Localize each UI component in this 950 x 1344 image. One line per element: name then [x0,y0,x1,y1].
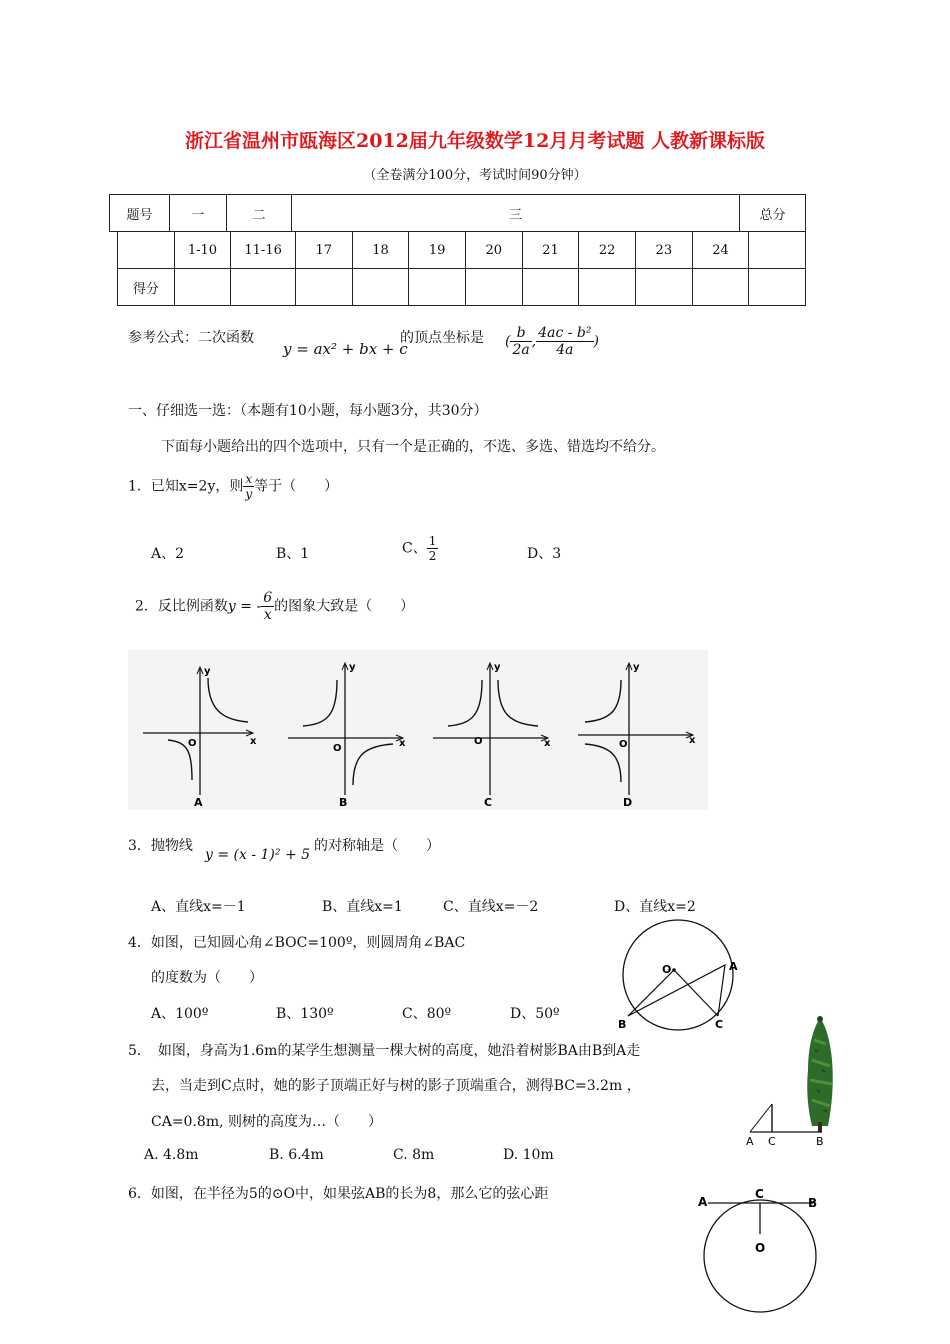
question-2-fraction [261,590,274,623]
table-cell [118,232,175,269]
graph-label: D [623,796,633,809]
score-table-row-scores [118,269,806,306]
point-label: A [746,1135,754,1148]
question-6-line1: 6．如图，在半径为5的⊙O中，如果弦AB的长为8，那么它的弦心距 [128,1186,549,1202]
question-5-line1: 5． 如图，身高为1.6m的某学生想测量一棵大树的高度，她沿着树影BA由B到A走 [128,1043,641,1059]
question-1-stem: 1．已知x=2y，则 [128,478,244,495]
question-3-stem-end: 的对称轴是（ ） [314,838,440,854]
graphs-background [128,650,708,810]
formula-function: y = ax² + bx + c [283,340,408,358]
table-cell: 11-16 [231,232,296,269]
q5-option-b: B. 6.4m [269,1147,324,1163]
vertex-y-denominator: 4a [556,342,574,358]
table-cell [692,269,749,306]
origin-label: O [188,738,197,749]
question-3-stem: 3．抛物线 [128,838,193,854]
question-4-line2: 的度数为（ ） [151,970,263,986]
q4-option-d: D、50º [510,1006,560,1022]
formula-mid: 的顶点坐标是 [400,330,484,346]
axis-y-label: y [633,662,640,673]
graph-label: C [484,796,493,809]
tree-icon [807,1016,833,1132]
q4-option-a: A、100º [151,1006,209,1022]
point-label: B [816,1135,824,1148]
score-table-row-numbers [118,232,806,269]
table-cell: 17 [295,232,352,269]
table-cell [295,269,352,306]
fraction-denominator: 2 [428,549,437,563]
fraction-numerator: 6 [263,590,273,606]
axis-x-label: x [399,738,406,749]
table-cell [749,269,806,306]
q5-option-a: A. 4.8m [144,1147,199,1163]
graph-label: A [194,796,203,809]
question-1-fraction [243,472,254,501]
sight-line [750,1104,772,1132]
table-cell: 1-10 [174,232,231,269]
vertex-x-numerator: b [510,325,531,342]
question-3-function: y = (x - 1)² + 5 [205,847,311,863]
origin-label: O [619,739,628,750]
point-label: C [715,1018,724,1031]
q1-option-b: B、1 [276,546,310,562]
table-cell: 23 [635,232,692,269]
table-cell: 22 [579,232,636,269]
axis-y-label: y [204,666,211,677]
page-title: 浙江省温州市瓯海区2012届九年级数学12月月考试题 人教新课标版 [185,130,765,152]
q1-option-c [402,534,438,563]
axis-y-label: y [494,662,501,673]
table-cell: 24 [692,232,749,269]
table-cell [352,269,409,306]
table-cell [579,269,636,306]
point-label: B [808,1196,818,1210]
table-cell [231,269,296,306]
point-label: C [768,1135,776,1148]
q3-option-a: A、直线x=－1 [151,899,246,915]
score-table [109,194,806,232]
table-cell [522,269,579,306]
reference-formula [128,327,254,347]
question-2 [135,590,414,623]
score-table-body [117,231,806,306]
q3-option-d: D、直线x=2 [614,899,696,915]
exam-subtitle: （全卷满分100分，考试时间90分钟） [363,168,587,183]
table-cell: 总分 [740,195,806,232]
q4-option-c: C、80º [402,1006,452,1022]
table-cell: 得分 [118,269,175,306]
fraction-denominator: x [263,607,272,623]
question-2-function: y = - [227,598,262,615]
table-cell [465,269,522,306]
chord-circle-figure [696,1184,826,1326]
question-5-line3: CA=0.8m, 则树的高度为…（ ） [151,1114,382,1130]
vertex-x-denominator: 2a [512,342,530,358]
q1-option-a: A、2 [151,546,185,562]
table-cell: 一 [170,195,227,232]
table-cell: 18 [352,232,409,269]
score-table-row-header [110,195,806,232]
vertex-y-numerator: 4ac - b² [538,325,592,341]
origin-label: O [474,736,483,747]
table-cell: 三 [292,195,740,232]
axis-x-label: x [250,736,257,747]
circle-angle-figure [608,918,748,1036]
axis-x-label: x [689,735,696,746]
question-1 [128,472,338,501]
axis-x-label: x [544,738,551,749]
vertex-formula: ( $\frac{b}{2a}$ , $\frac{\text{4ac - b²}}{4a}$ ) [505,325,599,358]
question-4-line1: 4．如图，已知圆心角∠BOC=100º，则圆周角∠BAC [128,935,466,951]
table-cell: 题号 [110,195,170,232]
question-2-stem-end: 的图象大致是（ ） [274,598,415,615]
option-label: C、 [402,540,427,557]
q3-option-b: B、直线x=1 [322,899,403,915]
axis-y-label: y [349,662,356,673]
section-instruction: 下面每小题给出的四个选项中，只有一个是正确的，不选、多选、错选均不给分。 [161,439,665,455]
table-cell: 19 [409,232,466,269]
point-label: O [755,1241,766,1255]
table-cell: 20 [465,232,522,269]
question-5-line2: 去，当走到C点时，她的影子顶端正好与树的影子顶端重合，测得BC=3.2m ， [151,1078,641,1094]
fraction-numerator: x [245,472,253,486]
point-label: C [755,1187,764,1201]
table-cell [174,269,231,306]
table-cell: 21 [522,232,579,269]
question-2-stem: 2．反比例函数 [135,598,228,615]
tree-shadow-figure [742,1010,842,1150]
section-heading: 一、仔细选一选：（本题有10小题，每小题3分，共30分） [128,403,488,419]
q5-option-c: C. 8m [393,1147,435,1163]
table-cell: 二 [227,195,292,232]
table-cell [409,269,466,306]
option-fraction [427,534,439,563]
origin-label: O [333,743,342,754]
table-cell [635,269,692,306]
fraction-numerator: 1 [428,534,437,548]
q4-option-b: B、130º [276,1006,334,1022]
graph-label: B [339,796,348,809]
point-label: B [618,1018,627,1031]
q1-option-d: D、3 [527,546,562,562]
hyperbola-graphs [128,650,708,810]
point-label: O [662,963,672,976]
q3-option-c: C、直线x=－2 [443,899,539,915]
formula-prefix: 参考公式：二次函数 [128,330,254,346]
q5-option-d: D. 10m [503,1147,554,1163]
fraction-denominator: y [245,487,253,501]
table-cell [749,232,806,269]
question-1-stem-end: 等于（ ） [254,478,339,495]
point-label: A [698,1195,708,1209]
point-label: A [729,960,738,973]
